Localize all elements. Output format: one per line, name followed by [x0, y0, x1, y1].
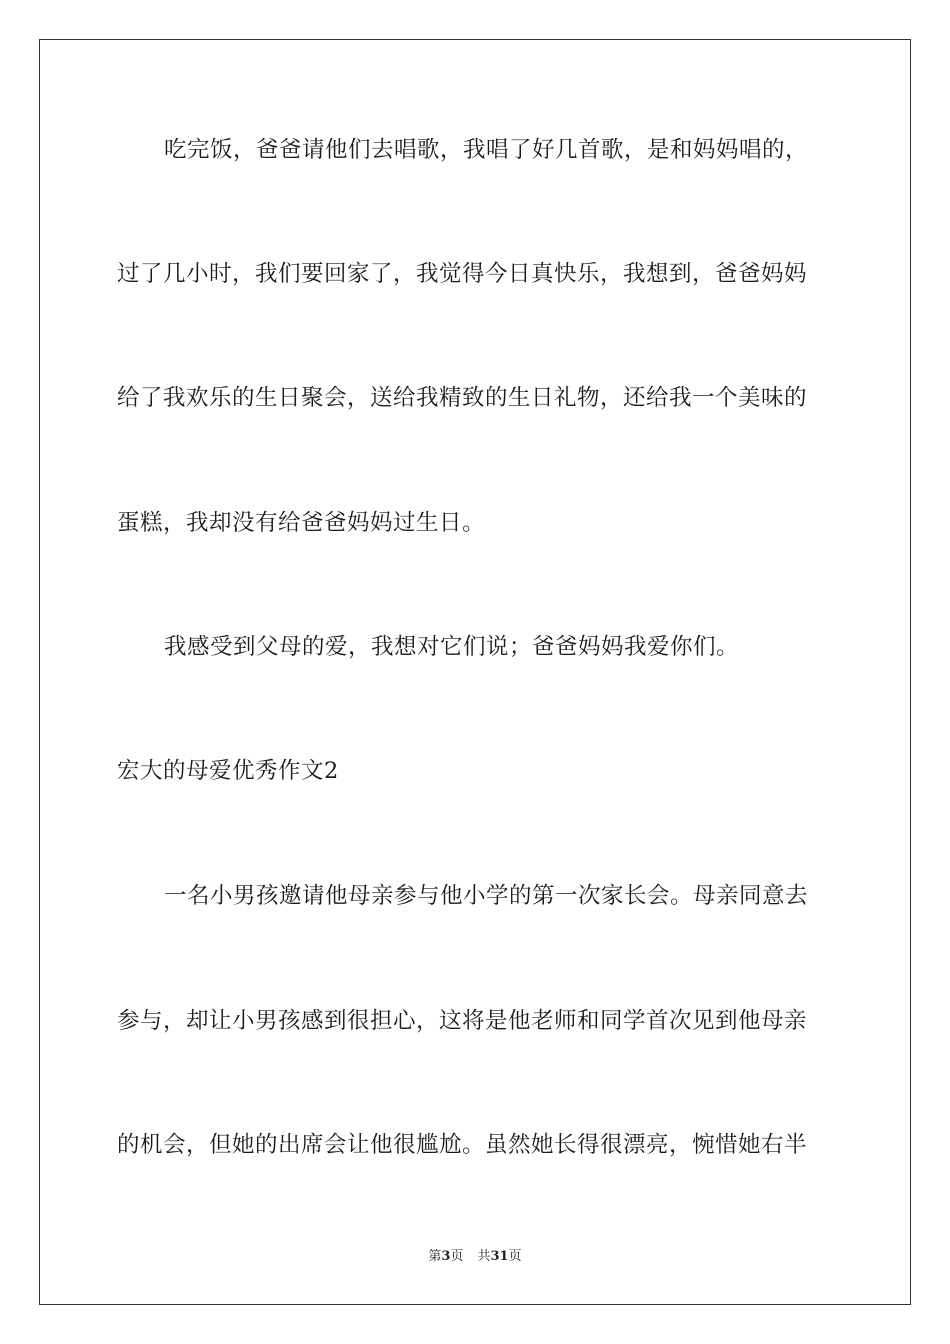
total-prefix: 共 — [477, 1249, 491, 1264]
page-footer — [0, 1248, 950, 1266]
total-suffix: 页 — [508, 1249, 522, 1264]
paragraph-line: 参与，却让小男孩感到很担心，这将是他老师和同学首次见到他母亲 — [117, 1008, 808, 1034]
paragraph-line: 的机会，但她的出席会让他很尴尬。虽然她长得很漂亮，惋惜她右半 — [117, 1132, 808, 1158]
paragraph-line: 给了我欢乐的生日聚会，送给我精致的生日礼物，还给我一个美味的 — [117, 385, 808, 411]
page-prefix: 第 — [428, 1249, 442, 1264]
total-pages: 31 — [490, 1249, 509, 1264]
page-number: 3 — [441, 1249, 451, 1264]
page-border — [39, 39, 911, 1305]
paragraph-line: 过了几小时，我们要回家了，我觉得今日真快乐，我想到，爸爸妈妈 — [117, 261, 808, 287]
paragraph-line: 一名小男孩邀请他母亲参与他小学的第一次家长会。母亲同意去 — [164, 883, 809, 909]
paragraph-line: 蛋糕，我却没有给爸爸妈妈过生日。 — [117, 510, 486, 536]
paragraph-line: 吃完饭，爸爸请他们去唱歌，我唱了好几首歌，是和妈妈唱的， — [164, 137, 809, 163]
section-heading: 宏大的母爱优秀作文2 — [117, 758, 339, 784]
page-suffix: 页 — [450, 1249, 464, 1264]
paragraph-line: 我感受到父母的爱，我想对它们说；爸爸妈妈我爱你们。 — [164, 634, 740, 660]
